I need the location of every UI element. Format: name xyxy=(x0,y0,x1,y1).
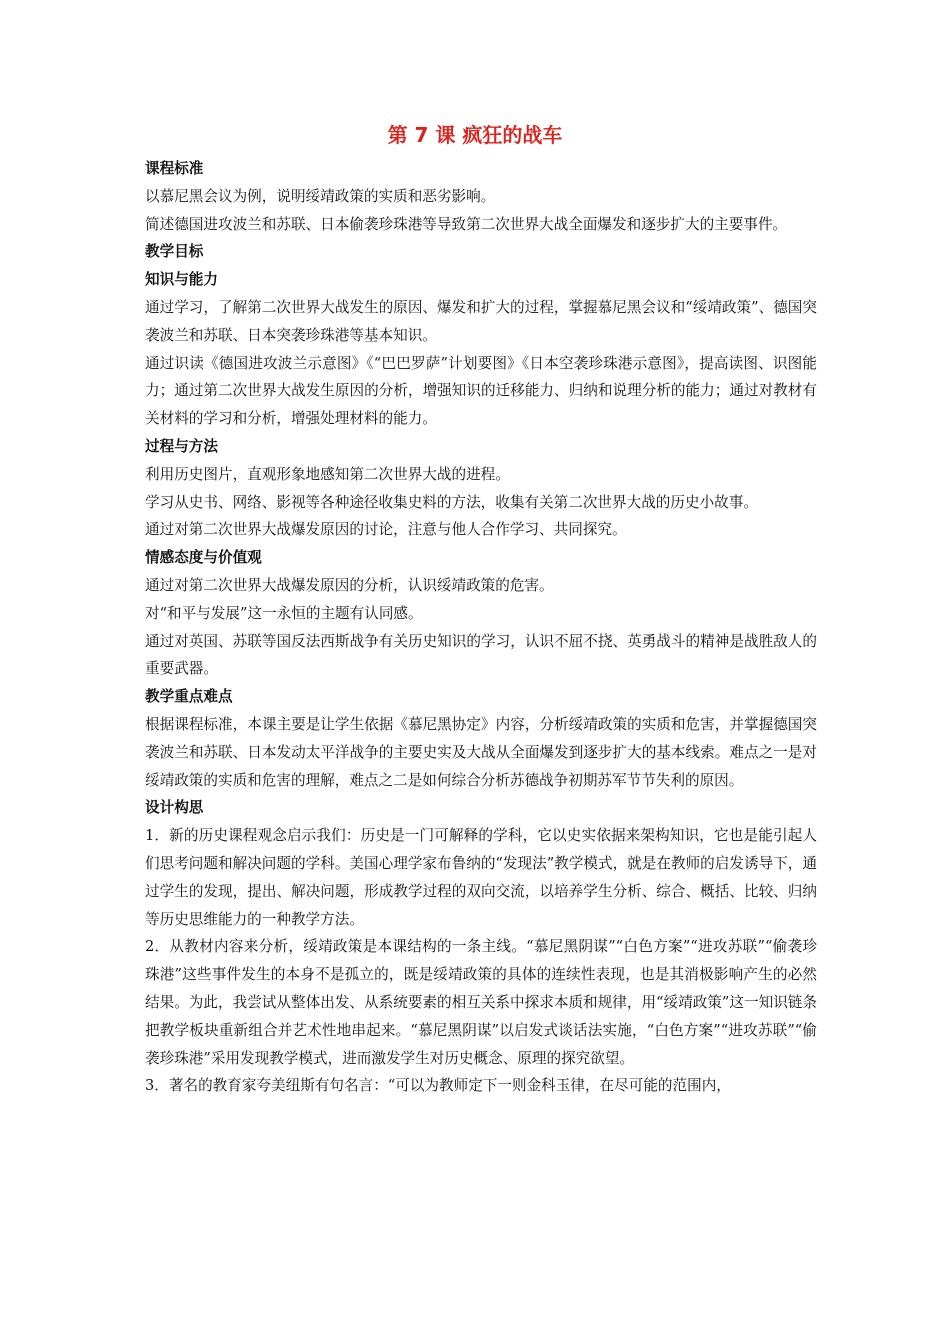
subheading-emotion-values: 情感态度与价值观 xyxy=(145,549,262,567)
heading-key-difficult-points: 教学重点难点 xyxy=(145,688,233,706)
subheading-knowledge-ability: 知识与能力 xyxy=(145,271,218,289)
paragraph: 通过对第二次世界大战爆发原因的分析，认识绥靖政策的危害。 xyxy=(145,576,554,594)
paragraph: 通过识读《德国进攻波兰示意图》《“巴巴罗萨”计划要图》《日本空袭珍珠港示意图》，提高读图、识图能力；通过第二次世界大战发生原因的分析，增强知识的迁移能力、归纳和说理分析的能力；通过对教材有关材料的学习和分析，增强处理材料的能力。 xyxy=(145,354,817,428)
paragraph: 通过学习，了解第二次世界大战发生的原因、爆发和扩大的过程，掌握慕尼黑会议和“绥靖政策”、德国突袭波兰和苏联、日本突袭珍珠港等基本知识。 xyxy=(145,298,817,344)
heading-teaching-goals: 教学目标 xyxy=(145,243,204,261)
heading-curriculum-standard: 课程标准 xyxy=(145,160,204,177)
paragraph: 对“和平与发展”这一永恒的主题有认同感。 xyxy=(145,604,423,622)
heading-design-concept: 设计构思 xyxy=(145,799,204,817)
paragraph: 通过对第二次世界大战爆发原因的讨论，注意与他人合作学习、共同探究。 xyxy=(145,521,627,539)
paragraph: 简述德国进攻波兰和苏联、日本偷袭珍珠港等导致第二次世界大战全面爆发和逐步扩大的主要事件。 xyxy=(145,215,788,233)
lesson-title: 第 7 课 疯狂的战车 xyxy=(387,123,563,147)
paragraph: 通过对英国、苏联等国反法西斯战争有关历史知识的学习，认识不屈不挠、英勇战斗的精神是战胜敌人的重要武器。 xyxy=(145,632,817,678)
paragraph: 以慕尼黑会议为例，说明绥靖政策的实质和恶劣影响。 xyxy=(145,187,496,205)
paragraph: 1．新的历史课程观念启示我们：历史是一门可解释的学科，它以史实依据来架构知识，它也是能引起人们思考问题和解决问题的学科。美国心理学家布鲁纳的“发现法”教学模式，就是在教师的启发诱导下，通过学生的发现，提出、解决问题，形成教学过程的双向交流，以培养学生分析、综合、概括、比较、归纳等历史思维能力的一种教学方法。 xyxy=(145,827,817,928)
document-body xyxy=(145,155,817,1100)
paragraph: 根据课程标准，本课主要是让学生依据《慕尼黑协定》内容，分析绥靖政策的实质和危害，并掌握德国突袭波兰和苏联、日本发动太平洋战争的主要史实及大战从全面爆发到逐步扩大的基本线索。难点之一是对绥靖政策的实质和危害的理解，难点之二是如何综合分析苏德战争初期苏军节节失利的原因。 xyxy=(145,715,817,789)
paragraph: 学习从史书、网络、影视等各种途径收集史料的方法，收集有关第二次世界大战的历史小故事。 xyxy=(145,493,758,511)
subheading-process-method: 过程与方法 xyxy=(145,437,218,455)
paragraph: 2．从教材内容来分析，绥靖政策是本课结构的一条主线。“慕尼黑阴谋”“白色方案”“进攻苏联”“偷袭珍珠港”这些事件发生的本身不是孤立的，既是绥靖政策的具体的连续性表现，也是其消极影响产生的必然结果。为此，我尝试从整体出发、从系统要素的相互关系中探求本质和规律，用“绥靖政策”这一知识链条把教学板块重新组合并艺术性地串起来。“慕尼黑阴谋”以启发式谈话法实施，“白色方案”“进攻苏联”“偷袭珍珠港”采用发现教学模式，进而激发学生对历史概念、原理的探究欲望。 xyxy=(145,938,817,1067)
paragraph: 利用历史图片，直观形象地感知第二次世界大战的进程。 xyxy=(145,465,510,483)
paragraph: 3．著名的教育家夸美纽斯有句名言：“可以为教师定下一则金科玉律，在尽可能的范围内， xyxy=(145,1077,731,1095)
